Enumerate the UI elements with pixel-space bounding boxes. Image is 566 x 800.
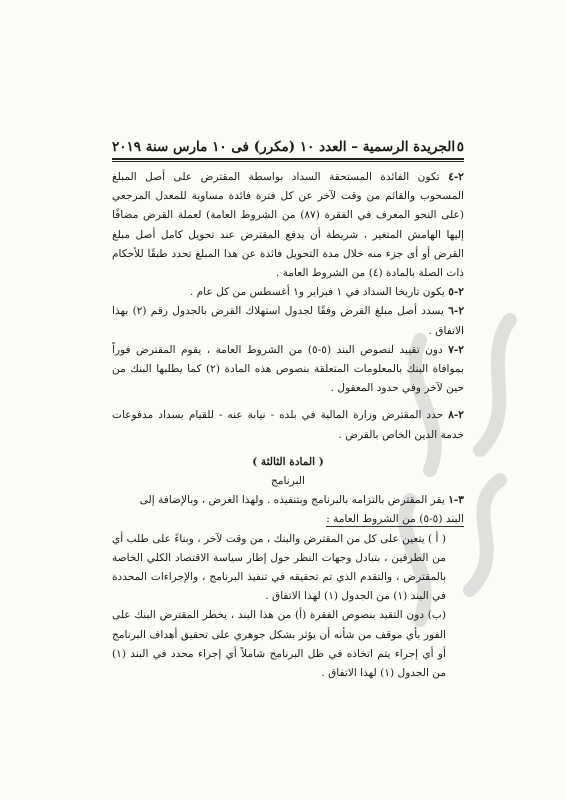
paragraph-2-8 bbox=[112, 406, 464, 444]
clause-number: ٢-٨ bbox=[448, 409, 464, 422]
item-a: ( أ ) يتعين على كل من المقترض والبنك ، من وقت لآخر ، وبناءً على طلب أي من الطرفين ، بتبادل وجهات النظر حول إطار سياسة الاقتصاد الكلي الخاصة بالمقترض ، والتقدم الذي تم تحقيقه في تنفيذ البرنامج ، والإجراءات المحددة في البند (١) من الجدول (١) لهذا الاتفاق . bbox=[112, 532, 446, 603]
clause-number: ٢-٥ bbox=[448, 286, 464, 299]
clause-text-cont: البند (٥-٥) من الشروط العامة : bbox=[326, 513, 464, 526]
article-heading: ( المادة الثالثة ) bbox=[252, 455, 324, 468]
clause-number: ٢-٧ bbox=[448, 343, 464, 356]
paragraph-2-5 bbox=[112, 283, 464, 302]
article-subheading: البرنامج bbox=[271, 475, 305, 488]
clause-text: يكون تاريخا السداد في ١ فبراير و١ أغسطس من كل عام . bbox=[189, 286, 449, 299]
paragraph-3-1-cont bbox=[112, 510, 464, 529]
page-header bbox=[112, 133, 464, 155]
item-b: (ب) دون التقيد بنصوص الفقرة (أ) من هذا البند ، يخطر المقترض البنك على الفور بأي موقف من شأنه أن يؤثر بشكل جوهري على تحقيق أهداف البرنامج أو أي إجراء يتم اتخاذه في ظل البرنامج شاملاً أي إجراء محدد في البند (١) من الجدول (١) لهذا الاتفاق . bbox=[112, 609, 446, 680]
paragraph-3-1 bbox=[112, 491, 464, 510]
paragraph-2-4 bbox=[112, 168, 464, 283]
clause-number: ٢-٤ bbox=[448, 171, 464, 183]
page-number: ٥ bbox=[456, 139, 464, 155]
paragraph-2-7 bbox=[112, 341, 464, 399]
clause-number: ٢-٦ bbox=[448, 305, 465, 318]
clause-text: حدد المقترض وزارة المالية في بلده - نيابة عنه - للقيام بسداد مدفوعات خدمة الدين الخاص بالقرض . bbox=[112, 409, 464, 441]
header-rule-thin bbox=[112, 161, 464, 162]
clause-text: يقر المقترض بالتزامه بالبرنامج وبتنفيذه . ولهذا الغرض ، وبالإضافة إلى bbox=[139, 494, 449, 507]
clause-text: دون تقييد لنصوص البند (٥-٥) من الشروط العامة ، يقوم المقترض فوراً بموافاة البنك بالمعلومات المتعلقة بنصوص هذه المادة (٢) كما يطلبها البنك من حين لآخر وفي حدود المعقول . bbox=[112, 343, 464, 395]
clause-text: تكون الفائدة المستحقة السداد بواسطة المقترض على أصل المبلغ المسحوب والقائم من وقت لآخر عن كل فترة فائدة مساوية للمعدل المرجعي (على النحو المعرف في الفقرة (٨٧) من الشروط العامة) لعملة القرض مضافًا إليها الهامش المتغير ، شريطة أن يدفع المقترض عند تحويل كامل أصل مبلغ القرض أو أى جزء منه خلال مدة التحويل فائدة عن هذا المبلغ تحدد طبقًا للأحكام ذات الصلة بالمادة (٤) من الشروط العامة . bbox=[112, 171, 465, 280]
document-body bbox=[112, 168, 464, 683]
gazette-title: الجريدة الرسمية – العدد ١٠ (مكرر) فى ١٠ مارس سنة ٢٠١٩ bbox=[112, 139, 456, 155]
clause-number: ٣-١ bbox=[448, 494, 464, 507]
header-rule bbox=[112, 158, 464, 160]
paragraph-2-6 bbox=[112, 302, 464, 340]
clause-text: يسدد أصل مبلغ القرض وفقًا لجدول استهلاك القرض بالجدول رقم (٢) بهذا الاتفاق . bbox=[112, 305, 464, 337]
